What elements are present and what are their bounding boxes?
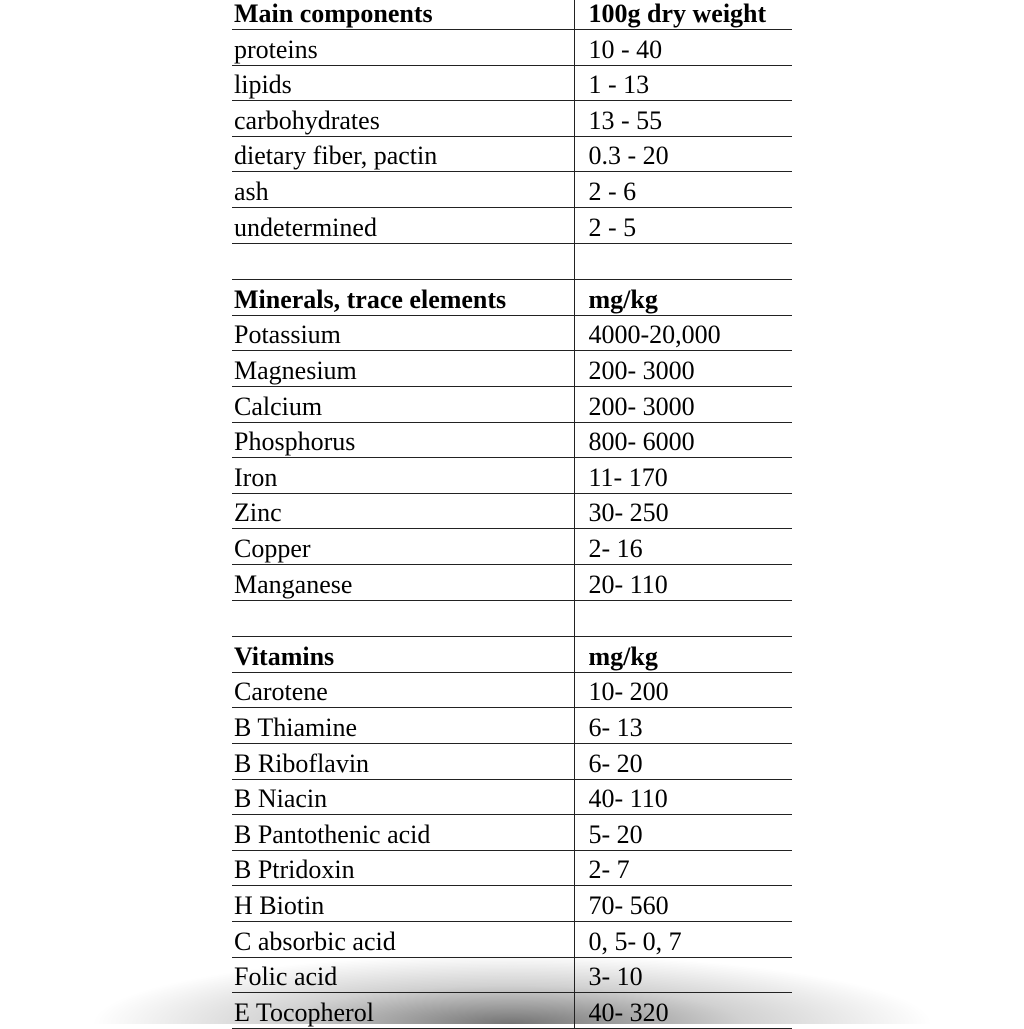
component-name: Iron <box>232 458 574 494</box>
component-value: 30- 250 <box>574 493 792 529</box>
section-header-unit: mg/kg <box>574 637 792 673</box>
component-value: 0.3 - 20 <box>574 136 792 172</box>
component-value: 6- 20 <box>574 743 792 779</box>
table-row <box>232 708 792 744</box>
table-row <box>232 921 792 957</box>
table-row <box>232 565 792 601</box>
component-name: Folic acid <box>232 957 574 993</box>
section-header-row <box>232 637 792 673</box>
component-name: B Riboflavin <box>232 743 574 779</box>
component-name: Copper <box>232 529 574 565</box>
component-value: 40- 110 <box>574 779 792 815</box>
component-name: Calcium <box>232 387 574 423</box>
component-name: Potassium <box>232 315 574 351</box>
table-row <box>232 957 792 993</box>
component-name: carbohydrates <box>232 101 574 137</box>
component-value: 800- 6000 <box>574 422 792 458</box>
component-name: dietary fiber, pactin <box>232 136 574 172</box>
table-row <box>232 458 792 494</box>
section-header-unit: 100g dry weight <box>574 0 792 30</box>
component-name: B Pantothenic acid <box>232 815 574 851</box>
component-name: Phosphorus <box>232 422 574 458</box>
component-name: C absorbic acid <box>232 921 574 957</box>
table-row <box>232 493 792 529</box>
section-header-label: Vitamins <box>232 637 574 673</box>
spacer-cell <box>232 600 574 637</box>
component-value: 10 - 40 <box>574 30 792 66</box>
component-value: 6- 13 <box>574 708 792 744</box>
section-header-label: Main components <box>232 0 574 30</box>
table-row <box>232 172 792 208</box>
spacer-cell <box>574 243 792 280</box>
component-value: 20- 110 <box>574 565 792 601</box>
section-header-row <box>232 280 792 316</box>
component-value: 13 - 55 <box>574 101 792 137</box>
component-name: undetermined <box>232 208 574 244</box>
component-value: 4000-20,000 <box>574 315 792 351</box>
table-row <box>232 208 792 244</box>
component-value: 10- 200 <box>574 672 792 708</box>
section-spacer-row <box>232 243 792 280</box>
spacer-cell <box>232 243 574 280</box>
component-value: 11- 170 <box>574 458 792 494</box>
component-value: 1 - 13 <box>574 65 792 101</box>
component-name: B Thiamine <box>232 708 574 744</box>
component-name: Zinc <box>232 493 574 529</box>
component-value: 2 - 5 <box>574 208 792 244</box>
table-row <box>232 315 792 351</box>
table-row <box>232 101 792 137</box>
table-row <box>232 136 792 172</box>
component-name: E Tocopherol <box>232 993 574 1029</box>
component-value: 5- 20 <box>574 815 792 851</box>
component-value: 70- 560 <box>574 886 792 922</box>
table-row <box>232 351 792 387</box>
nutrition-table <box>232 0 792 1029</box>
section-header-row <box>232 0 792 30</box>
component-name: H Biotin <box>232 886 574 922</box>
component-value: 3- 10 <box>574 957 792 993</box>
component-value: 2- 7 <box>574 850 792 886</box>
component-name: Magnesium <box>232 351 574 387</box>
table-row <box>232 743 792 779</box>
table-row <box>232 993 792 1029</box>
component-value: 0, 5- 0, 7 <box>574 921 792 957</box>
component-name: ash <box>232 172 574 208</box>
component-value: 200- 3000 <box>574 387 792 423</box>
component-name: proteins <box>232 30 574 66</box>
table-row <box>232 886 792 922</box>
component-name: B Ptridoxin <box>232 850 574 886</box>
component-value: 40- 320 <box>574 993 792 1029</box>
component-name: Manganese <box>232 565 574 601</box>
table-row <box>232 672 792 708</box>
component-value: 200- 3000 <box>574 351 792 387</box>
table-row <box>232 65 792 101</box>
component-value: 2 - 6 <box>574 172 792 208</box>
component-name: lipids <box>232 65 574 101</box>
table-row <box>232 815 792 851</box>
spacer-cell <box>574 600 792 637</box>
nutrition-table-body <box>232 0 792 1028</box>
section-header-label: Minerals, trace elements <box>232 280 574 316</box>
table-row <box>232 850 792 886</box>
component-name: B Niacin <box>232 779 574 815</box>
table-row <box>232 30 792 66</box>
section-spacer-row <box>232 600 792 637</box>
section-header-unit: mg/kg <box>574 280 792 316</box>
table-row <box>232 387 792 423</box>
component-name: Carotene <box>232 672 574 708</box>
component-value: 2- 16 <box>574 529 792 565</box>
table-row <box>232 779 792 815</box>
table-row <box>232 422 792 458</box>
table-row <box>232 529 792 565</box>
